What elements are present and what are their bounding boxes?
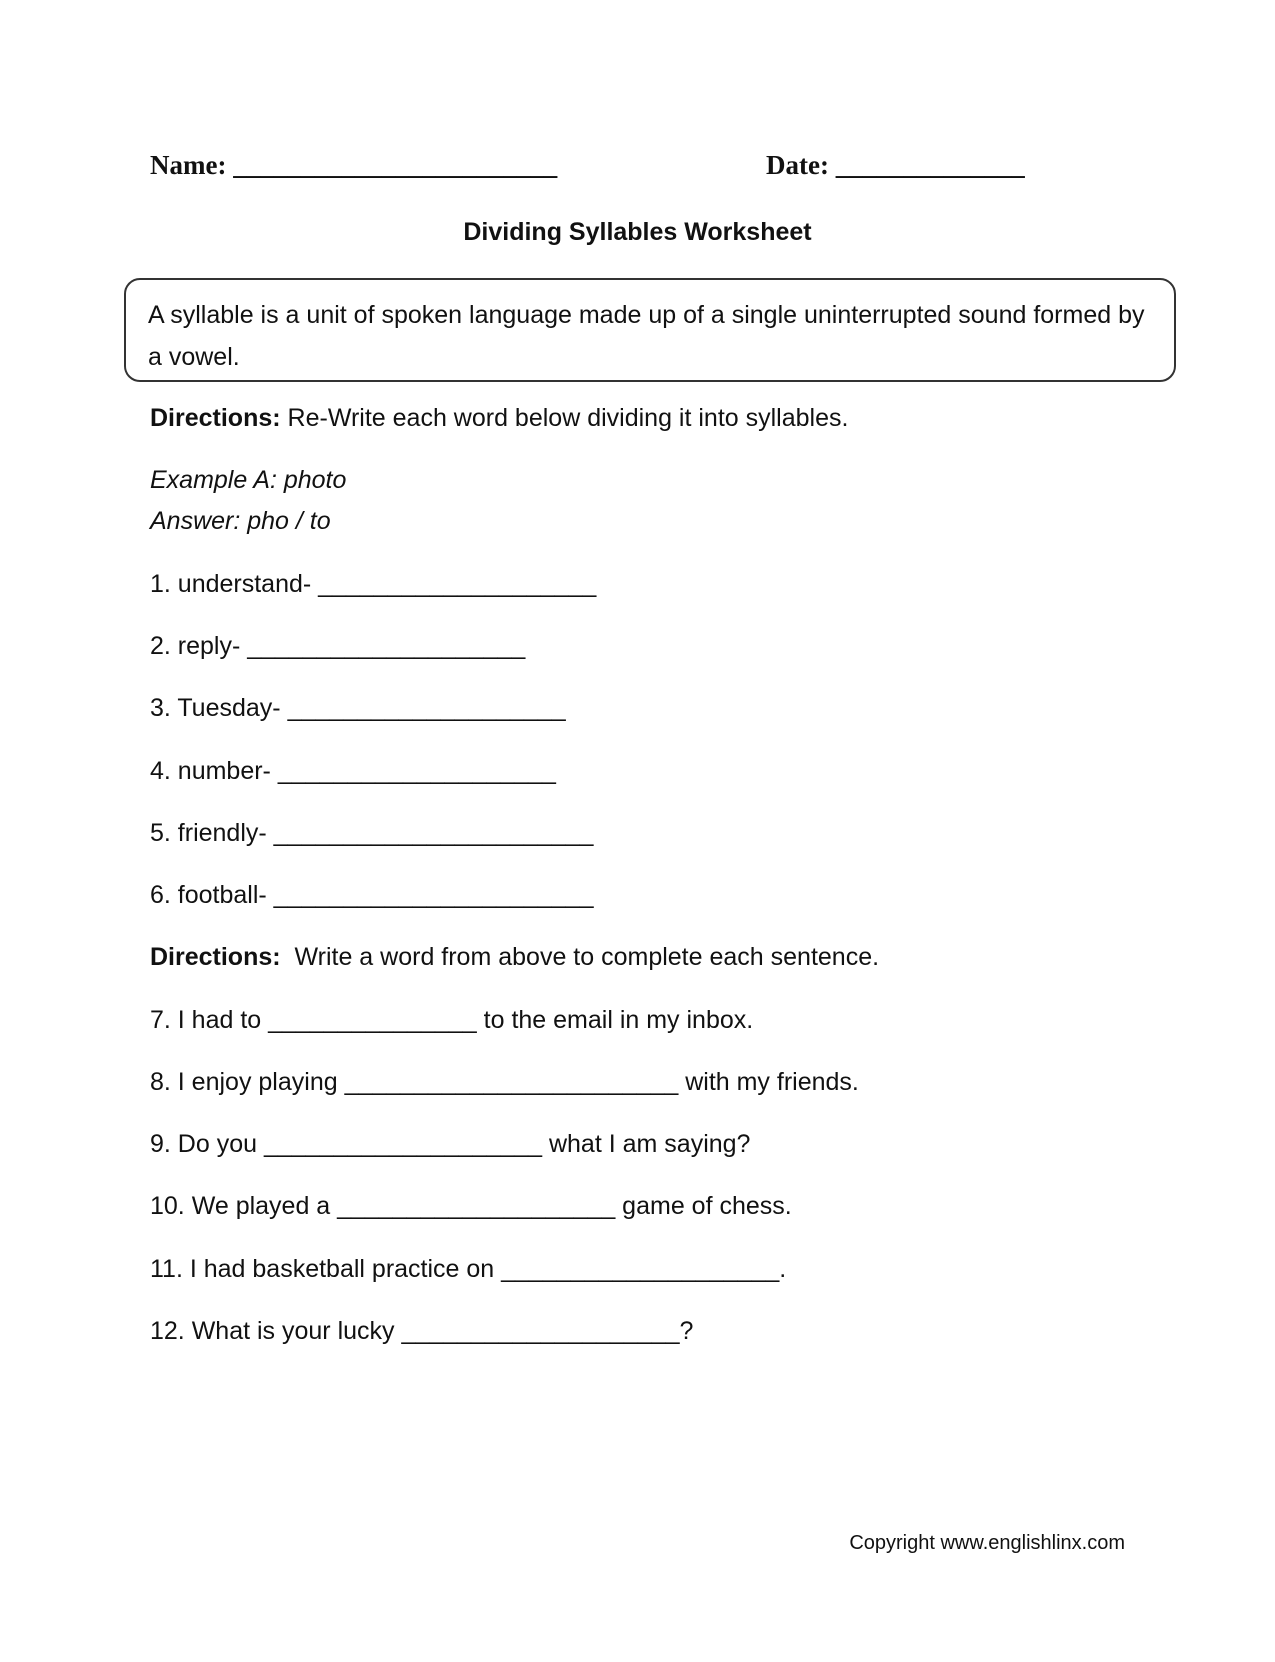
directions-2-text: Write a word from above to complete each sentence. bbox=[280, 943, 880, 971]
definition-box bbox=[124, 278, 1176, 382]
question-11: 11. I had basketball practice on ____________________. bbox=[150, 1255, 787, 1283]
question-8: 8. I enjoy playing ________________________ with my friends. bbox=[150, 1068, 859, 1096]
date-field: Date: ______________ bbox=[766, 150, 1025, 180]
question-5: 5. friendly- _______________________ bbox=[150, 819, 594, 847]
directions-1-label: Directions: bbox=[150, 404, 281, 432]
question-4: 4. number- ____________________ bbox=[150, 757, 556, 785]
worksheet-title: Dividing Syllables Worksheet bbox=[463, 218, 812, 246]
question-12: 12. What is your lucky ____________________? bbox=[150, 1317, 694, 1345]
header-row bbox=[150, 150, 1050, 190]
question-10: 10. We played a ____________________ game of chess. bbox=[150, 1192, 792, 1220]
copyright-text: Copyright www.englishlinx.com bbox=[849, 1532, 1125, 1554]
directions-1-text: Re-Write each word below dividing it into syllables. bbox=[280, 404, 849, 432]
question-6: 6. football- _______________________ bbox=[150, 881, 594, 909]
question-2: 2. reply- ____________________ bbox=[150, 632, 526, 660]
directions-2 bbox=[150, 943, 879, 972]
directions-1 bbox=[150, 404, 848, 433]
example-word: Example A: photo bbox=[150, 466, 347, 494]
definition-text: A syllable is a unit of spoken language made up of a single uninterrupted sound formed by a vowel. bbox=[148, 301, 1145, 371]
directions-2-label: Directions: bbox=[150, 943, 281, 971]
question-1: 1. understand- ____________________ bbox=[150, 570, 597, 598]
example-answer: Answer: pho / to bbox=[150, 507, 331, 535]
question-3: 3. Tuesday- ____________________ bbox=[150, 694, 566, 722]
question-9: 9. Do you ____________________ what I am saying? bbox=[150, 1130, 751, 1158]
name-field: Name: ________________________ bbox=[150, 150, 558, 180]
question-7: 7. I had to _______________ to the email in my inbox. bbox=[150, 1006, 754, 1034]
